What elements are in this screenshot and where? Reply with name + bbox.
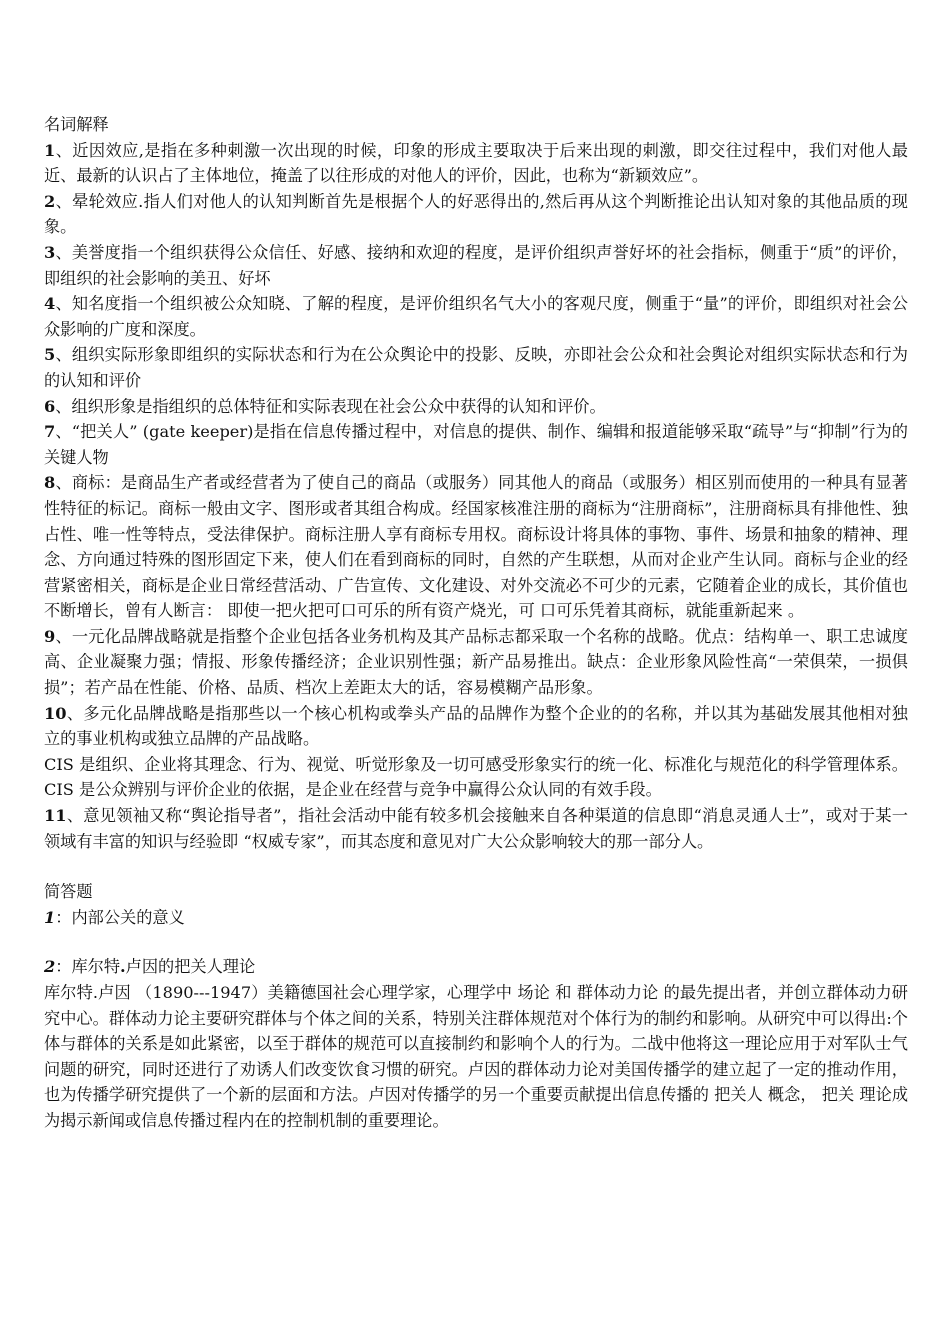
item-number: 4 (44, 294, 56, 314)
item-number: 10 (44, 703, 67, 723)
item-text: 、多元化品牌战略是指那些以一个核心机构或拳头产品的品牌作为整个企业的的名称，并以其为基础发展其他相对独立的事业机构或独立品牌的产品战略。 (44, 703, 908, 749)
item-number: 2 (44, 191, 56, 211)
term-item-cis (44, 752, 908, 803)
item-number: 11 (44, 806, 67, 826)
item-text: 、意见领袖又称“舆论指导者”，指社会活动中能有较多机会接触来自各种渠道的信息即“消息灵通人士”，或对于某一领域有丰富的知识与经验即 “权威专家”，而其态度和意见对广大公众影响较大的那一部分人。 (44, 806, 908, 851)
item-text: 、“把关人” (gate keeper)是指在信息传播过程中，对信息的提供、制作、编辑和报道能够采取“疏导”与“抑制”行为的关键人物 (44, 422, 908, 467)
item-number: 6 (44, 396, 56, 416)
item-number: 5 (44, 345, 56, 365)
item-text: 、美誉度指一个组织获得公众信任、好感、接纳和欢迎的程度，是评价组织声誉好坏的社会指标，侧重于“质”的评价，即组织的社会影响的美丑、好坏 (44, 242, 908, 288)
question-text-dot: . (120, 957, 126, 977)
item-text: 、组织实际形象即组织的实际状态和行为在公众舆论中的投影、反映，亦即社会公众和社会舆论对组织实际状态和行为的认知和评价 (44, 345, 908, 390)
item-number: 1 (44, 140, 56, 160)
question-2-body: 库尔特.卢因 （1890---1947）美籍德国社会心理学家，心理学中 场论 和 群体动力论 的最先提出者，并创立群体动力研究中心。群体动力论主要研究群体与个体之间的关系，特别关注群体规范对个体行为的制约和影响。从研究中可以得出:个体与群体的关系是如此紧密，以至于群体的规范可以直接制约和影响个人的行为。二战中他将这一理论应用于对军队士气问题的研究，同时还进行了劝诱人们改变饮食习惯的研究。卢因的群体动力论对美国传播学的建立起了一定的推动作用，也为传播学研究提供了一个新的层面和方法。卢因对传播学的另一个重要贡献提出信息传播的 把关人 概念， 把关 理论成为揭示新闻或信息传播过程内在的控制机制的重要理论。 (44, 983, 908, 1130)
question-number: 1 (44, 907, 56, 927)
spacer (44, 930, 908, 954)
item-number: 7 (44, 422, 56, 442)
item-number: 9 (44, 626, 56, 646)
term-item-11 (44, 803, 908, 854)
term-item-7 (44, 419, 908, 470)
term-item-6 (44, 394, 908, 420)
section-title-short-answer: 简答题 (44, 882, 93, 902)
term-item-1 (44, 138, 908, 189)
item-number: 8 (44, 473, 56, 493)
item-text: 、晕轮效应.指人们对他人的认知判断首先是根据个人的好恶得出的,然后再从这个判断推论出认知对象的其他品质的现象。 (44, 191, 908, 237)
question-1 (44, 905, 908, 931)
term-item-2 (44, 189, 908, 240)
item-text: 、商标：是商品生产者或经营者为了使自己的商品（或服务）同其他人的商品（或服务）相区别而使用的一种具有显著性特征的标记。商标一般由文字、图形或者其组合构成。经国家核准注册的商标为“注册商标”，注册商标具有排他性、独占性、唯一性等特点，受法律保护。商标注册人享有商标专用权。商标设计将具体的事物、事件、场景和抽象的精神、理念、方向通过特殊的图形固定下来，使人们在看到商标的同时，自然的产生联想，从而对企业产生认同。商标与企业的经营紧密相关，商标是企业日常经营活动、广告宣传、文化建设、对外交流必不可少的元素，它随着企业的成长，其价值也不断增长，曾有人断言： 即使一把火把可口可乐的所有资产烧光，可 口可乐凭着其商标，就能重新起来 。 (44, 473, 908, 621)
term-item-4 (44, 291, 908, 342)
question-2 (44, 954, 908, 980)
item-text: CIS 是组织、企业将其理念、行为、视觉、听觉形象及一切可感受形象实行的统一化、标准化与规范化的科学管理体系。CIS 是公众辨别与评价企业的依据，是企业在经营与竞争中赢得公众认同的有效手段。 (44, 754, 908, 800)
question-text-rest: 卢因的把关人理论 (125, 957, 256, 977)
item-number: 3 (44, 242, 56, 262)
question-number: 2 (44, 957, 56, 977)
question-text: ：库尔特 (55, 957, 121, 977)
term-item-5 (44, 342, 908, 393)
item-text: 、近因效应,是指在多种刺激一次出现的时候，印象的形成主要取决于后来出现的刺激，即交往过程中，我们对他人最近、最新的认识占了主体地位，掩盖了以往形成的对他人的评价，因此，也称为“新颖效应”。 (44, 140, 908, 186)
question-text: ：内部公关的意义 (55, 907, 185, 927)
section-title-terms: 名词解释 (44, 115, 109, 134)
item-text: 、组织形象是指组织的总体特征和实际表现在社会公众中获得的认知和评价。 (55, 396, 606, 416)
item-text: 、知名度指一个组织被公众知晓、了解的程度，是评价组织名气大小的客观尺度，侧重于“量”的评价，即组织对社会公众影响的广度和深度。 (44, 294, 908, 339)
term-item-9 (44, 624, 908, 701)
term-item-3 (44, 240, 908, 291)
document-page (44, 112, 908, 1134)
item-text: 、一元化品牌战略就是指整个企业包括各业务机构及其产品标志都采取一个名称的战略。优点：结构单一、职工忠诚度高、企业凝聚力强；情报、形象传播经济；企业识别性强；新产品易推出。缺点：企业形象风险性高“一荣俱荣，一损俱损”；若产品在性能、价格、品质、档次上差距太大的话，容易模糊产品形象。 (44, 626, 908, 698)
spacer (44, 854, 908, 879)
term-item-10 (44, 701, 908, 752)
term-item-8 (44, 470, 908, 624)
